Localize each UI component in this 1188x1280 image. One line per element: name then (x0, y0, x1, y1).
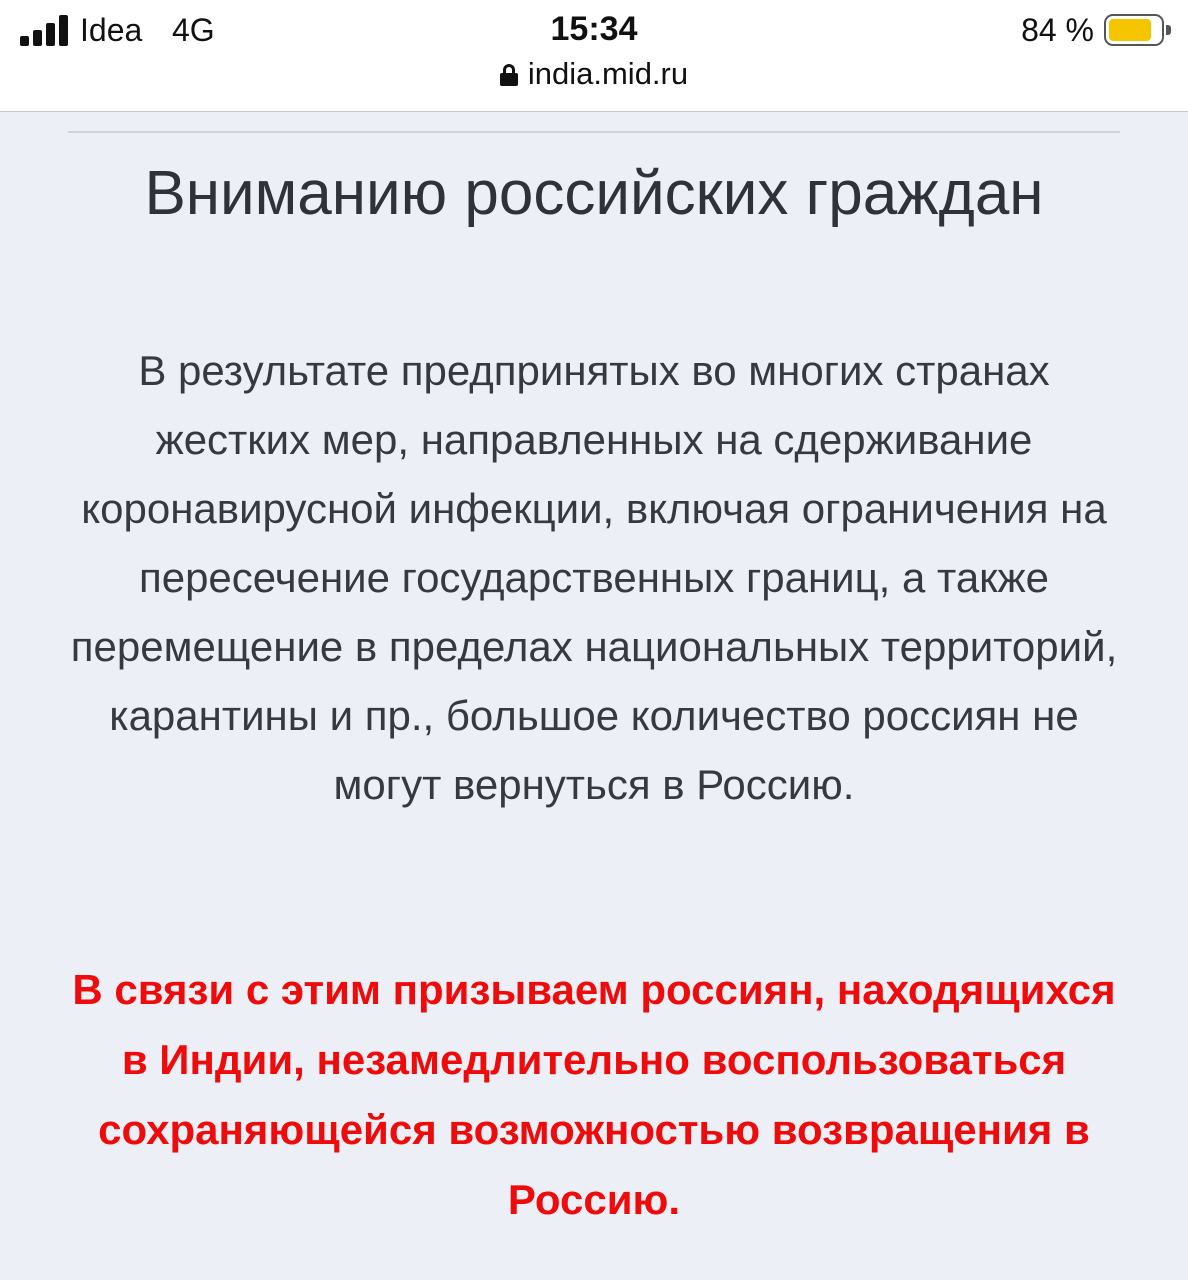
battery-icon (1104, 14, 1164, 46)
signal-bars-icon (20, 14, 72, 46)
lock-icon (500, 64, 518, 86)
notice-text: В связи с этим призываем россиян, находящихся в Индии, незамедлительно воспользоваться сохраняющейся возможностью возвращения в Россию. (72, 966, 1116, 1223)
clock: 15:34 (550, 10, 638, 48)
divider (68, 131, 1120, 133)
url-text[interactable]: india.mid.ru (527, 56, 689, 91)
battery-fill (1109, 19, 1151, 41)
battery-percentage: 84 % (1021, 12, 1094, 48)
status-bar (0, 0, 1188, 112)
body-paragraph: В результате предпринятых во многих странах жестких мер, направленных на сдерживание коронавирусной инфекции, включая ограничения на пересечение государственных границ, а также перемещение в пределах национальных территорий, карантины и пр., большое количество россиян не могут вернуться в Россию. (70, 347, 1118, 808)
address-bar[interactable] (0, 56, 1188, 92)
network-type: 4G (172, 12, 215, 48)
carrier-name: Idea (80, 12, 143, 48)
page-title: Вниманию российских граждан (144, 159, 1044, 228)
